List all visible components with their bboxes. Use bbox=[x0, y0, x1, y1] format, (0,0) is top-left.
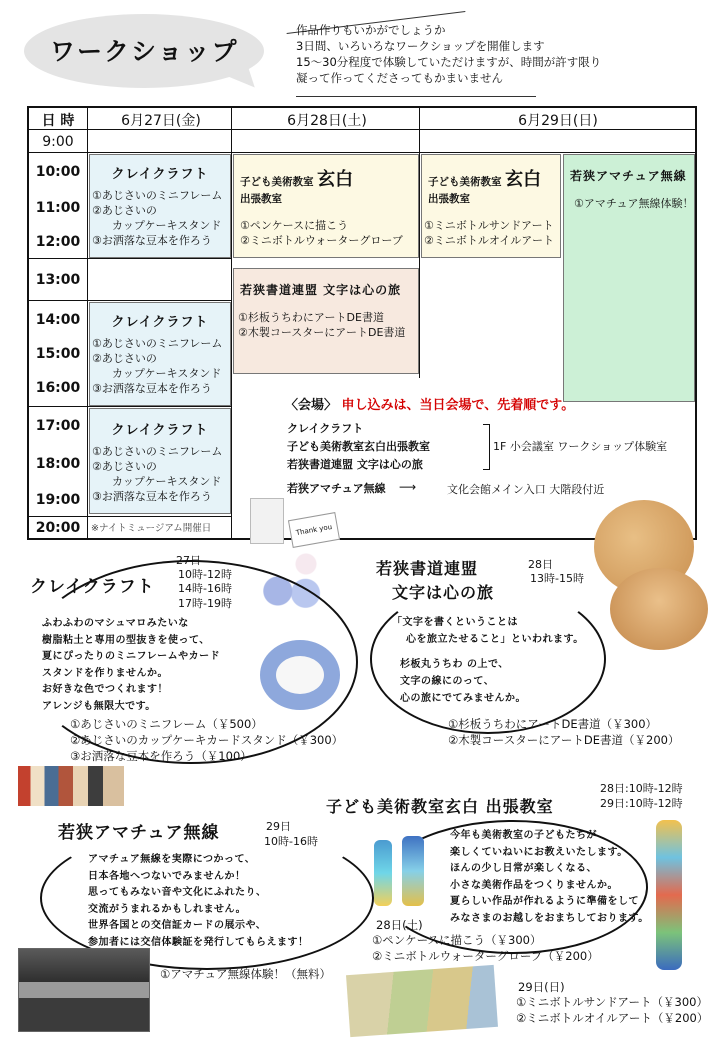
art-28-title-suffix: 出張教室 bbox=[240, 193, 282, 205]
clay-body-2: 樹脂粘土と専用の型抜きを使って、 bbox=[42, 634, 210, 646]
art-item29-2: ②ミニボトルオイルアート（￥200） bbox=[516, 1011, 709, 1025]
wooden-fan-photo-2 bbox=[610, 568, 708, 650]
art-28-item-1: ①ペンケースに描こう bbox=[240, 219, 349, 232]
art-29-title-name: 玄白 bbox=[505, 169, 542, 190]
arrow-right-icon: ⟶ bbox=[399, 480, 417, 494]
art-28-item-2: ②ミニボトルウォーターグローブ bbox=[240, 234, 403, 247]
radio-cell-title: 若狭アマチュア無線 bbox=[570, 169, 687, 183]
time-18: 18:00 bbox=[35, 456, 81, 472]
art-29-item-2: ②ミニボトルオイルアート bbox=[424, 234, 554, 247]
schedule-table bbox=[27, 106, 697, 540]
intro-line-2: 3日間、いろいろなワークショップを開催します bbox=[296, 39, 545, 53]
time-11: 11:00 bbox=[35, 200, 81, 216]
clay-pm2-cell bbox=[89, 408, 231, 514]
day-27-column-line bbox=[231, 108, 232, 538]
time-17: 17:00 bbox=[35, 418, 81, 434]
art-day-29: 29日(日) bbox=[518, 980, 565, 994]
shodo-body-2: 文字の線にのって、 bbox=[400, 676, 495, 687]
clay-item-1: ①あじさいのミニフレーム（￥500） bbox=[70, 717, 263, 731]
art-29-title-suffix: 出張教室 bbox=[428, 193, 470, 205]
shodo-cell-item-1: ①杉板うちわにアートDE書道 bbox=[238, 311, 384, 324]
shodo-date-time: 13時-15時 bbox=[530, 572, 584, 585]
time-13: 13:00 bbox=[35, 272, 81, 288]
clay-am-item-2: ②あじさいの bbox=[92, 204, 157, 217]
row-line bbox=[29, 152, 695, 153]
radio-date-time: 10時-16時 bbox=[264, 835, 318, 848]
venue-group-2: 子ども美術教室玄白出張教室 bbox=[287, 440, 430, 453]
clay-am-item-2b: カップケーキスタンド bbox=[112, 219, 222, 232]
art-28-cell bbox=[233, 154, 419, 258]
time-9: 9:00 bbox=[42, 134, 74, 150]
time-16: 16:00 bbox=[35, 380, 81, 396]
radio-body-3: 思ってもみない音や文化にふれたり、 bbox=[88, 887, 267, 898]
clay-pm2-item-3: ③お洒落な豆本を作ろう bbox=[92, 490, 212, 503]
clay-body-1: ふわふわのマシュマロみたいな bbox=[42, 618, 189, 629]
clay-pm1-item-1: ①あじさいのミニフレーム bbox=[92, 337, 223, 350]
shodo-title-2: 文字は心の旅 bbox=[392, 583, 495, 602]
art-29-cell bbox=[421, 154, 561, 258]
art-item28-2: ②ミニボトルウォーターグローブ（￥200） bbox=[372, 949, 599, 963]
venue-group-3: 若狭書道連盟 文字は心の旅 bbox=[287, 458, 423, 471]
radio-body-2: 日本各地へつないでみませんか！ bbox=[88, 870, 246, 882]
radio-item: ①アマチュア無線体験！（無料） bbox=[160, 967, 331, 981]
clay-date-time-1: 10時-12時 bbox=[178, 568, 232, 581]
clay-date-time-2: 14時-16時 bbox=[178, 582, 232, 595]
art-body-4: 小さな美術作品をつくりませんか。 bbox=[450, 879, 618, 891]
radio-cell-item-1: ①アマチュア無線体験！ bbox=[574, 197, 694, 210]
radio-body-1: アマチュア無線を実際につかって、 bbox=[88, 854, 256, 865]
day-29-header: 6月29日(日) bbox=[518, 113, 598, 129]
clay-date-day: 27日 bbox=[176, 554, 201, 567]
clay-body-6: アレンジも無限大です。 bbox=[42, 700, 156, 712]
clay-pm2-item-2b: カップケーキスタンド bbox=[112, 475, 222, 488]
radio-body-6: 参加者には交信体験証を発行してもらえます！ bbox=[88, 936, 309, 948]
clay-date-time-3: 17時-19時 bbox=[178, 597, 232, 610]
day-28-header: 6月28日(土) bbox=[287, 113, 367, 129]
clay-pm2-title: クレイクラフト bbox=[111, 423, 209, 438]
clay-body-4: スタンドを作りませんか。 bbox=[42, 667, 168, 679]
shodo-date-day: 28日 bbox=[528, 558, 553, 571]
radio-equipment-photo bbox=[18, 948, 150, 1032]
art-day-28: 28日(土) bbox=[376, 918, 423, 932]
time-14: 14:00 bbox=[35, 312, 81, 328]
time-10: 10:00 bbox=[35, 164, 81, 180]
art-date-1: 28日:10時-12時 bbox=[600, 782, 683, 795]
clay-pm1-cell bbox=[89, 302, 231, 406]
art-body-2: 楽しくていねいにお教えいたします。 bbox=[450, 846, 628, 858]
radio-cell bbox=[563, 154, 695, 402]
art-body-3: ほんの少し日常が楽しくなる、 bbox=[450, 863, 597, 874]
thank-you-card: Thank you bbox=[288, 512, 340, 548]
bottle-photo-1 bbox=[374, 840, 392, 906]
wreath-photo bbox=[260, 640, 340, 710]
shodo-body-1: 杉板丸うちわ の上で、 bbox=[400, 659, 509, 670]
bean-book-photo bbox=[18, 766, 124, 806]
clay-am-item-1: ①あじさいのミニフレーム bbox=[92, 189, 223, 202]
time-15: 15:00 bbox=[35, 346, 81, 362]
shodo-body-3: 心の旅にでてみませんか。 bbox=[400, 693, 526, 704]
venue-group-1: クレイクラフト bbox=[287, 422, 364, 435]
clay-pm1-item-2: ②あじさいの bbox=[92, 352, 157, 365]
radio-title: 若狭アマチュア無線 bbox=[58, 823, 220, 843]
bottle-photo-2 bbox=[402, 836, 424, 906]
intro-divider-bottom bbox=[296, 96, 536, 97]
shodo-item-1: ①杉板うちわにアートDE書道（￥300） bbox=[448, 717, 658, 731]
clay-pm1-title: クレイクラフト bbox=[111, 315, 209, 330]
row-line bbox=[29, 406, 231, 407]
clay-am-cell bbox=[89, 154, 231, 258]
radio-body-5: 世界各国との交信証カードの展示や、 bbox=[88, 920, 267, 931]
shodo-cell bbox=[233, 268, 419, 374]
art-29-title-prefix: 子ども美術教室 bbox=[428, 176, 502, 188]
art-item29-1: ①ミニボトルサンドアート（￥300） bbox=[516, 995, 708, 1009]
venue-bracket bbox=[483, 424, 490, 470]
shodo-cell-item-2: ②木製コースターにアートDE書道 bbox=[238, 326, 406, 339]
art-title: 子ども美術教室玄白 出張教室 bbox=[326, 797, 554, 816]
sand-bottle-photo bbox=[656, 820, 682, 970]
frame-photo bbox=[250, 498, 284, 544]
clay-pm2-item-2: ②あじさいの bbox=[92, 460, 157, 473]
bunny-photo bbox=[294, 548, 318, 580]
row-line bbox=[29, 258, 231, 259]
shodo-quote-2: 心を旅立たせること」といわれます。 bbox=[406, 634, 584, 645]
radio-date-day: 29日 bbox=[266, 820, 291, 833]
art-date-2: 29日:10時-12時 bbox=[600, 797, 683, 810]
art-29-item-1: ①ミニボトルサンドアート bbox=[424, 219, 554, 232]
art-body-6: みなさまのお越しをおまちしております。 bbox=[450, 912, 649, 924]
row-line bbox=[29, 516, 231, 517]
time-20: 20:00 bbox=[35, 520, 81, 536]
clay-title: クレイクラフト bbox=[30, 577, 155, 597]
venue-label: 〈会場〉 bbox=[285, 398, 338, 413]
radio-body-4: 交流がうまれるかもしれません。 bbox=[88, 903, 247, 915]
shodo-cell-title: 若狭書道連盟 文字は心の旅 bbox=[240, 283, 402, 297]
time-12: 12:00 bbox=[35, 234, 81, 250]
intro-line-3: 15～30分程度で体験していただけますが、時間が許す限り bbox=[296, 55, 602, 69]
venue-radio-place: 文化会館メイン入口 大階段付近 bbox=[447, 483, 605, 496]
pencase-photo bbox=[346, 965, 498, 1037]
shodo-item-2: ②木製コースターにアートDE書道（￥200） bbox=[448, 733, 680, 747]
night-museum-note: ※ナイトミュージアム開催日 bbox=[91, 523, 212, 534]
clay-pm1-item-3: ③お洒落な豆本を作ろう bbox=[92, 382, 212, 395]
shodo-quote-1: 「文字を書くということは bbox=[392, 617, 518, 628]
clay-body-3: 夏にぴったりのミニフレームやカード bbox=[42, 651, 221, 662]
time-column-line bbox=[87, 108, 88, 538]
day-27-header: 6月27日(金) bbox=[121, 113, 201, 129]
clay-item-2: ②あじさいのカップケーキカードスタンド（￥300） bbox=[70, 733, 344, 747]
clay-item-3: ③お洒落な豆本を作ろう（￥100） bbox=[70, 749, 252, 763]
art-item28-1: ①ペンケースに描こう（￥300） bbox=[372, 933, 542, 947]
shodo-title-1: 若狭書道連盟 bbox=[376, 559, 479, 578]
clay-am-item-3: ③お洒落な豆本を作ろう bbox=[92, 234, 212, 247]
art-28-title-prefix: 子ども美術教室 bbox=[240, 176, 314, 188]
page-title: ワークショップ bbox=[50, 37, 239, 66]
art-body-1: 今年も美術教室の子どもたちが bbox=[450, 830, 597, 841]
intro-line-1: 作品作りもいかがでしょうか bbox=[296, 23, 446, 37]
venue-group-place: 1F 小会議室 ワークショップ体験室 bbox=[493, 440, 668, 453]
clay-am-title: クレイクラフト bbox=[111, 167, 209, 182]
clay-pm1-item-2b: カップケーキスタンド bbox=[112, 367, 222, 380]
intro-line-4: 凝って作ってくださってもかまいません bbox=[296, 71, 503, 85]
corner-label: 日 時 bbox=[41, 113, 75, 129]
venue-notice: 申し込みは、当日会場で、先着順です。 bbox=[341, 398, 575, 413]
clay-pm2-item-1: ①あじさいのミニフレーム bbox=[92, 445, 223, 458]
day-28-column-line bbox=[419, 108, 420, 378]
time-19: 19:00 bbox=[35, 492, 81, 508]
row-line bbox=[29, 300, 231, 301]
art-body-5: 夏らしい作品が作れるように準備をして bbox=[450, 896, 639, 907]
art-28-title-name: 玄白 bbox=[317, 169, 354, 190]
clay-body-5: お好きな色でつくれます！ bbox=[42, 684, 168, 695]
venue-radio-name: 若狭アマチュア無線 bbox=[287, 482, 386, 495]
